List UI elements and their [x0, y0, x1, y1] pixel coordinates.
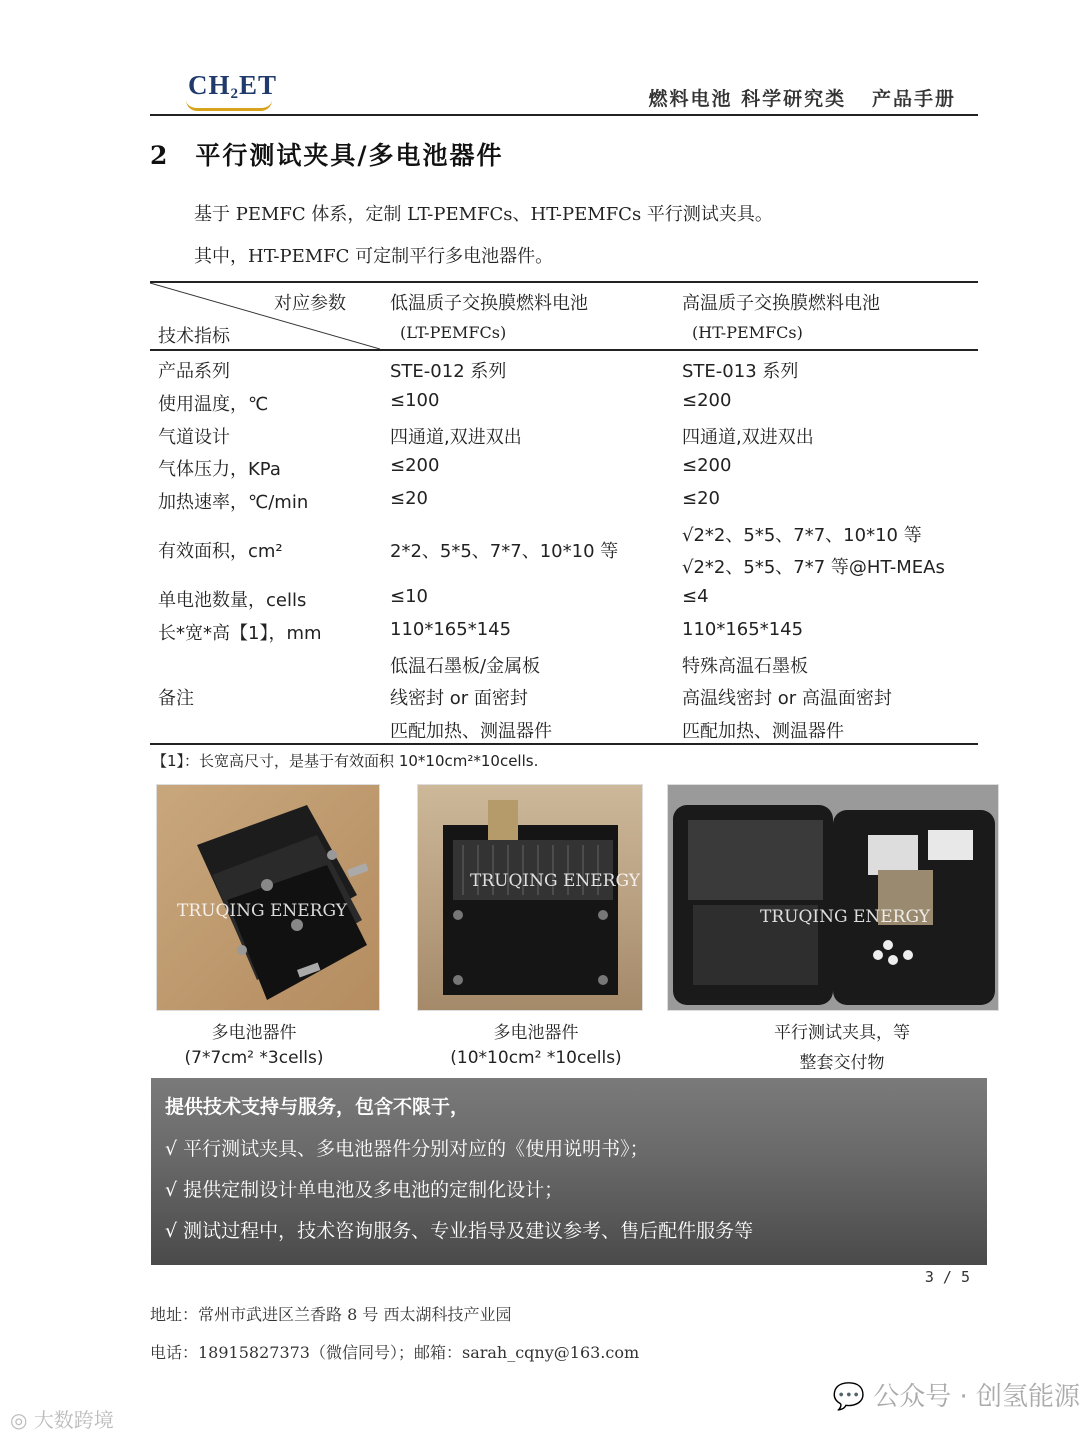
services-item: √ 平行测试夹具、多电池器件分别对应的《使用说明书》；	[165, 1138, 649, 1160]
services-item: √ 提供定制设计单电池及多电池的定制化设计；	[165, 1179, 564, 1201]
row-lt: ≤20	[390, 488, 428, 509]
row-param: 长*宽*高【1】，mm	[158, 623, 322, 644]
photo-stack-3cells	[156, 784, 380, 1011]
section-title-text: 平行测试夹具/多电池器件	[195, 141, 504, 170]
stack-10cells-illustration	[418, 785, 642, 1010]
section-title	[150, 136, 504, 172]
test-kit-illustration	[668, 785, 998, 1010]
row-lt: 110*165*145	[390, 619, 512, 640]
logo-swoosh	[186, 100, 272, 111]
row-lt: ≤100	[390, 390, 440, 411]
row-ht: ≤20	[682, 488, 720, 509]
services-item: √ 测试过程中，技术咨询服务、专业指导及建议参考、售后配件服务等	[165, 1220, 754, 1242]
row-lt: STE-012 系列	[390, 361, 507, 382]
col-header-ht: 高温质子交换膜燃料电池	[682, 293, 880, 314]
row-ht-line-2: 高温线密封 or 高温面密封	[682, 688, 892, 709]
row-lt-line-2: 线密封 or 面密封	[390, 688, 528, 709]
col-header-ht-sub: (HT-PEMFCs)	[692, 323, 803, 342]
row-param: 有效面积，cm²	[158, 541, 283, 562]
row-ht-line-3: 匹配加热、测温器件	[682, 721, 844, 742]
stack-3cells-illustration	[157, 785, 379, 1010]
corner-label-top: 对应参数	[274, 293, 346, 314]
brand-watermark	[10, 1404, 114, 1433]
row-ht: 110*165*145	[682, 619, 804, 640]
row-ht-line-2: √2*2、5*5、7*7 等@HT-MEAs	[682, 557, 945, 578]
row-ht: ≤200	[682, 455, 732, 476]
header-title: 燃料电池 科学研究类 产品手册	[648, 88, 956, 110]
table-footnote: 【1】：长宽高尺寸，是基于有效面积 10*10cm²*10cells.	[152, 752, 539, 770]
row-ht: 特殊高温石墨板	[682, 656, 808, 677]
brand-watermark-text: 大数跨境	[33, 1408, 114, 1432]
photo-caption: 多电池器件	[211, 1023, 297, 1043]
header-divider	[150, 114, 978, 116]
corner-label-bottom: 技术指标	[158, 326, 230, 347]
row-ht: STE-013 系列	[682, 361, 799, 382]
photo-caption: 平行测试夹具，等	[774, 1023, 910, 1043]
footer-address: 地址：常州市武进区兰香路 8 号 西太湖科技产业园	[150, 1305, 512, 1324]
row-lt: 四通道,双进双出	[390, 427, 522, 448]
company-logo	[188, 70, 277, 103]
section-number: 2	[150, 141, 170, 170]
photo-watermark: TRUQING ENERGY	[760, 907, 930, 927]
intro-line-2: 其中，HT-PEMFC 可定制平行多电池器件。	[194, 246, 554, 267]
row-param: 气体压力，KPa	[158, 459, 281, 480]
row-param: 气道设计	[158, 427, 230, 448]
row-ht: ≤200	[682, 390, 732, 411]
table-header-rule	[150, 349, 978, 351]
row-lt: ≤200	[390, 455, 440, 476]
col-header-lt-sub: (LT-PEMFCs)	[400, 323, 507, 342]
row-param: 加热速率，℃/min	[158, 492, 309, 513]
logo-text-left: CH	[188, 70, 231, 100]
table-bottom-rule	[150, 743, 978, 745]
photo-caption: 多电池器件	[493, 1023, 579, 1043]
wechat-account-text: 公众号 · 创氢能源	[873, 1382, 1080, 1412]
footer-contact: 电话：18915827373（微信同号）；邮箱：sarah_cqny@163.com	[150, 1343, 640, 1362]
row-lt: 低温石墨板/金属板	[390, 656, 541, 677]
photo-caption-sub: (10*10cm² *10cells)	[450, 1048, 622, 1068]
photo-caption-sub: 整套交付物	[799, 1053, 885, 1073]
services-heading: 提供技术支持与服务，包含不限于，	[165, 1096, 470, 1118]
row-lt: 2*2、5*5、7*7、10*10 等	[390, 541, 619, 562]
wechat-account-watermark	[833, 1376, 1080, 1413]
row-param: 使用温度，℃	[158, 394, 269, 415]
photo-test-kit	[667, 784, 999, 1011]
photo-watermark: TRUQING ENERGY	[470, 871, 640, 891]
row-lt: ≤10	[390, 586, 428, 607]
row-param: 备注	[158, 688, 194, 709]
row-lt-line-3: 匹配加热、测温器件	[390, 721, 552, 742]
intro-line-1: 基于 PEMFC 体系，定制 LT-PEMFCs、HT-PEMFCs 平行测试夹具。	[194, 204, 773, 225]
wechat-icon: 💬	[832, 1382, 874, 1412]
row-ht: ≤4	[682, 586, 709, 607]
row-ht: 四通道,双进双出	[682, 427, 814, 448]
logo-text-right: ET	[239, 70, 278, 100]
row-ht: √2*2、5*5、7*7、10*10 等	[682, 525, 922, 546]
row-param: 单电池数量，cells	[158, 590, 307, 611]
col-header-lt: 低温质子交换膜燃料电池	[390, 293, 588, 314]
services-banner	[151, 1078, 987, 1265]
photo-caption-sub: (7*7cm² *3cells)	[184, 1048, 324, 1068]
brand-logo-icon: ◎	[10, 1408, 34, 1432]
page-number: 3 / 5	[924, 1268, 970, 1286]
photo-stack-10cells	[417, 784, 643, 1011]
photo-watermark: TRUQING ENERGY	[177, 901, 347, 921]
row-param: 产品系列	[158, 361, 230, 382]
logo-subscript: 2	[230, 86, 239, 102]
